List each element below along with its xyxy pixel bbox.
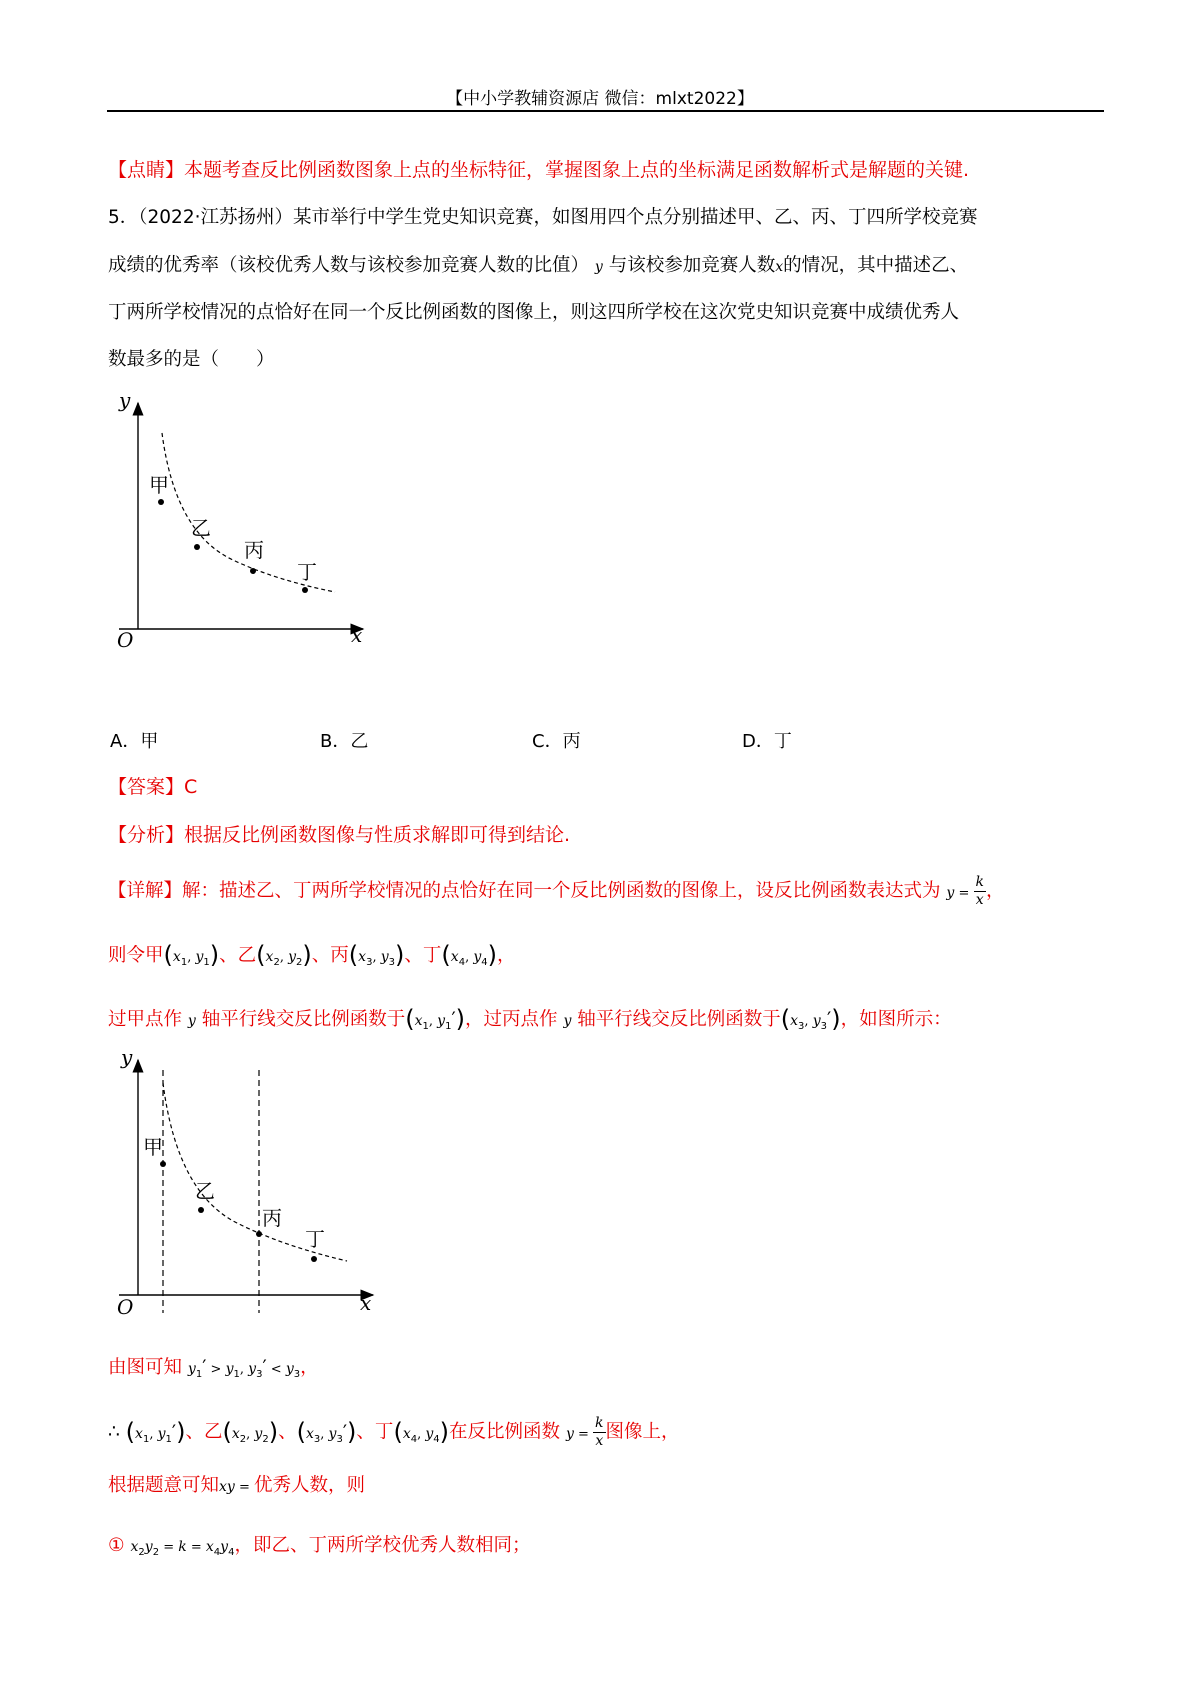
t-sep-1: 、: [185, 1421, 204, 1443]
parallel-var-2: y: [563, 1013, 572, 1029]
x-axis-label-2: x: [360, 1291, 372, 1315]
coord-2: ($x_2$, $y_2$): [256, 941, 312, 969]
coord-1: ($x_1$, $y_1$): [163, 941, 220, 969]
let-p3: 丙: [330, 945, 349, 966]
sep-2: 、: [311, 945, 331, 966]
coord-x1-y1p: ($x_1$, $y_1'$): [405, 1005, 466, 1033]
step1-equation: $x_2y_2 = k = x_4y_4$: [130, 1539, 235, 1558]
coord-t1: ($x_1$, $y_1'$): [125, 1417, 186, 1446]
label-bing-2: 丙: [262, 1206, 282, 1230]
header-rule: [107, 110, 1104, 112]
answer-line: [108, 774, 197, 800]
analysis-text: 根据反比例函数图像与性质求解即可得到结论.: [184, 824, 571, 846]
therefore-a: 在反比例函数: [449, 1421, 561, 1443]
frac-k: k: [975, 874, 984, 890]
step1-b: ，即乙、丁两所学校优秀人数相同；: [234, 1535, 531, 1556]
point-jia-2: [160, 1161, 166, 1167]
point-ding: [302, 587, 308, 593]
point-bing: [250, 568, 256, 574]
question-line-2b: 与该校参加竞赛人数: [608, 255, 776, 276]
dianjing-tag: 【点睛】: [108, 159, 185, 181]
meaning-eq: =: [234, 1480, 254, 1495]
option-a[interactable]: [110, 727, 158, 753]
let-end: ，: [497, 945, 516, 966]
let-p4: 丁: [422, 945, 442, 966]
inverse-formula: [946, 874, 986, 908]
formula-frac: [974, 874, 986, 909]
question-line-3: 丁两所学校情况的点恰好在同一个反比例函数的图像上，则这四所学校在这次党史知识竞赛中成绩优秀人: [108, 302, 960, 323]
let-line: [108, 942, 516, 976]
let-p2: 乙: [237, 945, 257, 966]
meaning-xy: xy: [219, 1479, 235, 1495]
from-figure-prefix: 由图可知: [108, 1357, 183, 1378]
figure-1: [105, 385, 375, 655]
question-line-1: 5．（2022·江苏扬州）某市举行中学生党史知识竞赛，如图用四个点分别描述甲、乙、丙、丁四所学校竞赛: [108, 207, 978, 228]
inequalities: $y_1' > y_1$, $y_3' < y_3$: [187, 1357, 301, 1380]
t-sep-2: 、: [278, 1421, 297, 1443]
label-ding: 丁: [297, 560, 317, 584]
formula-y: y: [946, 884, 955, 901]
x-axis-label: x: [351, 623, 363, 647]
point-ding-2: [311, 1256, 317, 1262]
meaning-a: 根据题意可知: [108, 1475, 220, 1496]
var-x: x: [775, 259, 784, 275]
meaning-b: 优秀人数，则: [254, 1475, 366, 1496]
therefore-line: [108, 1415, 680, 1453]
sep-3: 、: [404, 945, 423, 966]
from-figure-line: [108, 1355, 319, 1388]
t-sep-3: 、: [356, 1421, 375, 1443]
option-a-letter: A．: [110, 731, 141, 752]
coord-4: ($x_4$, $y_4$): [441, 941, 497, 969]
y-axis-label-2: y: [121, 1048, 133, 1069]
coord-x3-y3p: ($x_3$, $y_3'$): [780, 1005, 841, 1033]
question-line-2: [108, 253, 968, 280]
label-ding-2: 丁: [305, 1227, 325, 1251]
point-bing-2: [256, 1231, 262, 1237]
t-p2: 乙: [203, 1421, 223, 1443]
point-jia: [158, 499, 164, 505]
t-p4: 丁: [374, 1421, 394, 1443]
option-a-text: 甲: [140, 731, 159, 752]
detail-end: ，: [986, 880, 1005, 902]
detail-tag: 【详解】: [108, 880, 183, 902]
coord-t3: ($x_3$, $y_3'$): [296, 1417, 357, 1446]
step1-line: [108, 1533, 530, 1566]
answer-tag: 【答案】: [108, 776, 185, 798]
therefore-symbol: ∴: [108, 1421, 120, 1443]
label-yi: 乙: [191, 516, 211, 540]
inverse-formula-2: y = $\frac{k}{x}$: [565, 1415, 604, 1449]
dianjing-text: 本题考查反比例函数图象上点的坐标特征，掌握图象上点的坐标满足函数解析式是解题的关键.: [184, 159, 970, 181]
let-p1: 甲: [145, 945, 164, 966]
let-prefix: 则令: [108, 945, 146, 966]
option-d[interactable]: [742, 727, 792, 753]
origin-label-2: O: [117, 1295, 134, 1318]
question-line-2a: 成绩的优秀率（该校优秀人数与该校参加竞赛人数的比值）: [108, 255, 590, 276]
parallel-b: 轴平行线交反比例函数于: [201, 1009, 406, 1030]
coord-3: ($x_3$, $y_3$): [348, 941, 405, 969]
point-yi: [194, 544, 200, 550]
therefore-b: 图像上，: [605, 1421, 680, 1443]
formula-eq: =: [954, 885, 974, 901]
option-d-text: 丁: [773, 731, 792, 752]
label-jia-2: 甲: [143, 1135, 163, 1159]
detail-line: [108, 874, 1005, 909]
sep-1: 、: [219, 945, 238, 966]
option-b-letter: B．: [320, 731, 351, 752]
y-axis-label: y: [119, 388, 131, 412]
option-c-letter: C．: [532, 731, 563, 752]
question-line-2c: 的情况，其中描述乙、: [783, 255, 969, 276]
label-bing: 丙: [244, 538, 264, 562]
coord-t2: ($x_2$, $y_2$): [222, 1417, 279, 1446]
page-header: 【中小学教辅资源店 微信：mlxt2022】: [446, 89, 754, 109]
from-figure-end: ，: [300, 1357, 319, 1378]
option-b-text: 乙: [350, 731, 369, 752]
option-d-letter: D．: [742, 731, 774, 752]
figure-2: [105, 1048, 390, 1318]
step1-circle: ①: [108, 1535, 125, 1556]
point-yi-2: [198, 1207, 204, 1213]
parallel-a: 过甲点作: [108, 1009, 183, 1030]
origin-label: O: [117, 628, 134, 652]
analysis-line: [108, 822, 570, 848]
question-line-4: 数最多的是（ ）: [108, 349, 275, 370]
coord-t4: ($x_4$, $y_4$): [393, 1417, 450, 1446]
label-yi-2: 乙: [195, 1179, 215, 1203]
meaning-line: [108, 1473, 365, 1501]
option-c-text: 丙: [562, 731, 581, 752]
option-c[interactable]: [532, 727, 581, 753]
var-y: y: [594, 259, 603, 275]
label-jia: 甲: [149, 473, 169, 497]
parallel-var-1: y: [187, 1013, 196, 1029]
answer-text: C: [184, 776, 198, 798]
parallel-line: [108, 1006, 952, 1040]
detail-text: 解：描述乙、丁两所学校情况的点恰好在同一个反比例函数的图像上，设反比例函数表达式为: [182, 880, 941, 902]
option-b[interactable]: [320, 727, 368, 753]
dianjing-line: [108, 157, 969, 183]
analysis-tag: 【分析】: [108, 824, 185, 846]
frac-x: x: [975, 892, 984, 908]
parallel-c: ，过丙点作: [465, 1009, 558, 1030]
parallel-d: 轴平行线交反比例函数于: [577, 1009, 781, 1030]
parallel-e: ，如图所示：: [840, 1009, 952, 1030]
